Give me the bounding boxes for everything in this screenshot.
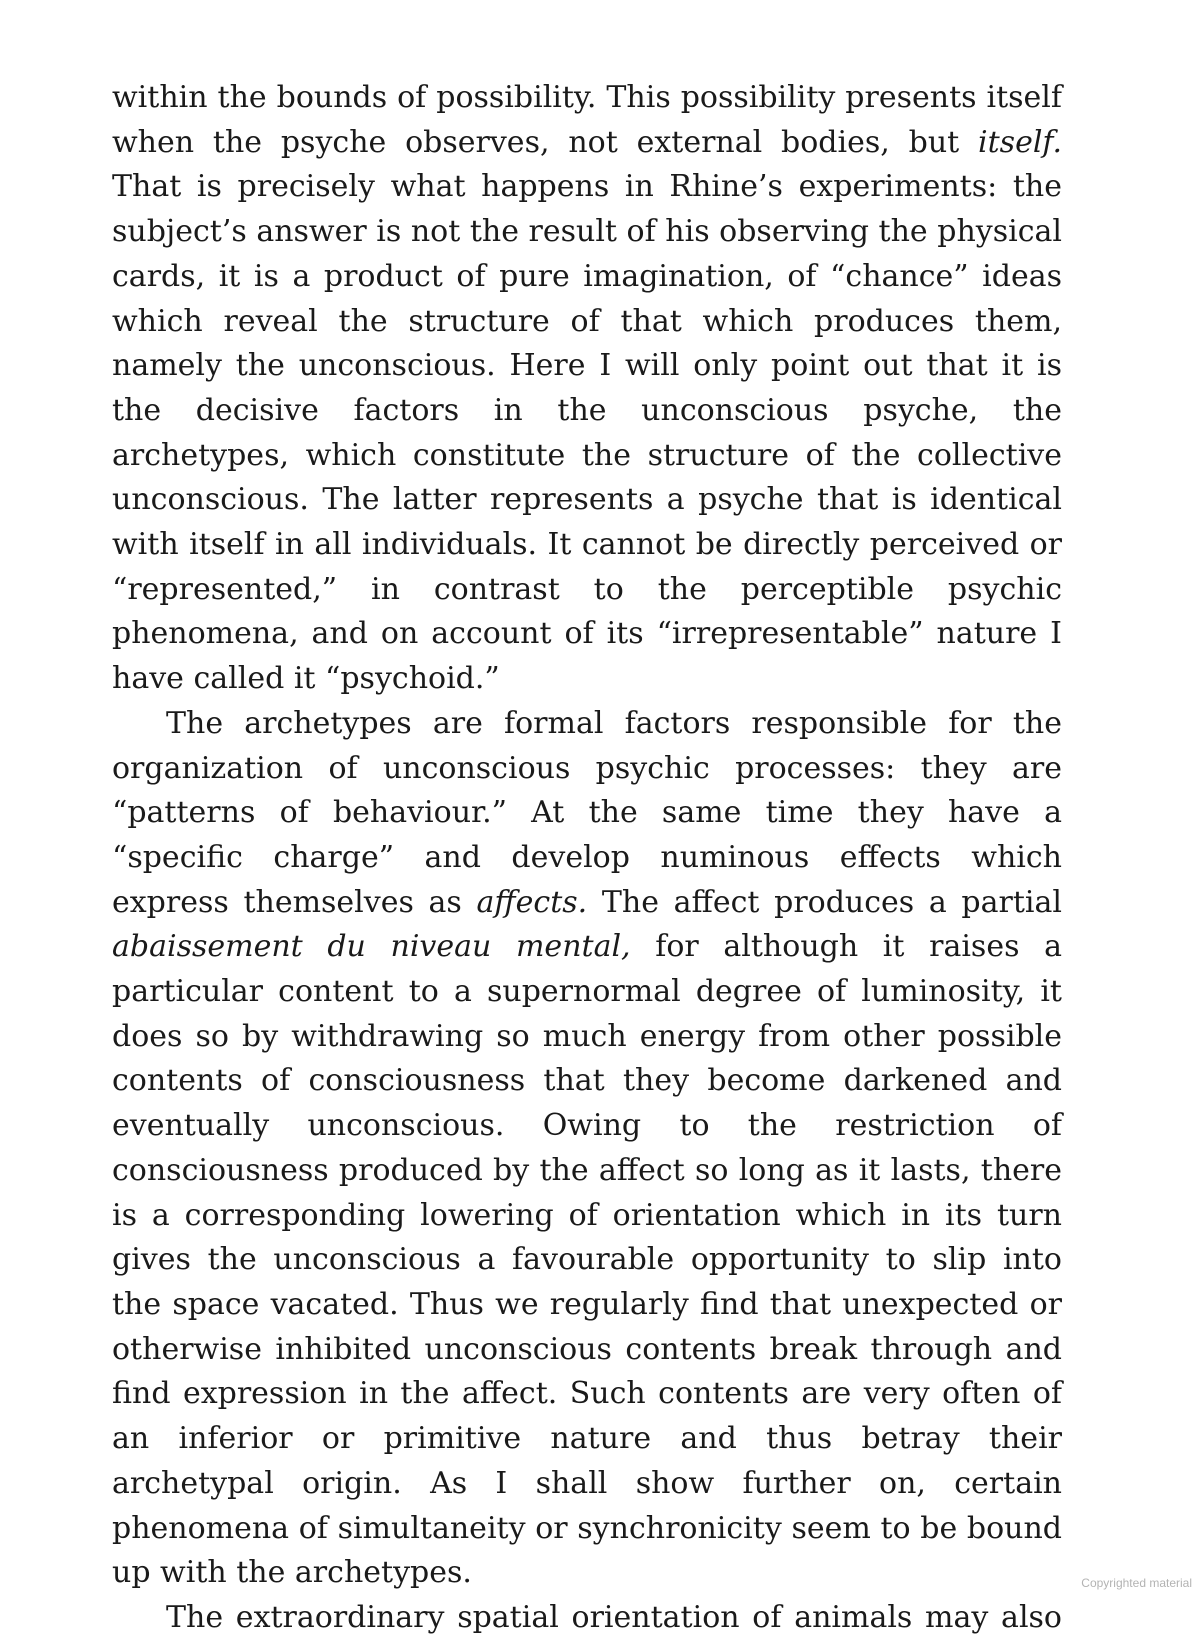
paragraph-1-text-a: within the bounds of possibility. This possibility presents itself when the psyche observes, not external bodies, but [112,80,1062,160]
paragraph-2-italic-abaissement: abaissement du niveau mental, [112,929,631,965]
paragraph-2-text-a: The archetypes are formal factors responsible for the organization of unconscious psychic processes: they are “patterns of behaviour.” At the same time they have a “specific charge” and develop numinous effects which express themselves as [112,705,1062,920]
paragraph-1 [112,76,1062,702]
copyright-watermark: Copyrighted material [1081,1576,1192,1590]
body-text [112,76,1062,1641]
paragraph-1-italic-itself: itself. [978,124,1062,160]
paragraph-3-text-a: The extraordinary spatial orientation of animals may also [166,1599,1062,1635]
paragraph-2-text-b: The affect produces a partial [587,884,1062,920]
paragraph-2-italic-affects: affects. [476,884,588,920]
paragraph-2 [112,702,1062,1596]
paragraph-3 [112,1596,1062,1641]
paragraph-1-text-b: That is precisely what happens in Rhine’s experiments: the subject’s answer is not the result of his observing the physical cards, it is a product of pure imagination, of “chance” ideas which reveal the structure of that which produces them, namely the unconscious. Here I will only point out that it is the decisive factors in the unconscious psyche, the archetypes, which constitute the structure of the collective unconscious. The latter represents a psyche that is identical with itself in all individuals. It cannot be directly perceived or “represented,” in contrast to the perceptible psychic phenomena, and on account of its “irrepresentable” nature I have called it “psychoid.” [112,169,1062,697]
paragraph-2-text-c: for although it raises a particular content to a supernormal degree of luminosity, it does so by withdrawing so much energy from other possible contents of consciousness that they become darkened and eventually unconscious. Owing to the restriction of consciousness produced by the affect so long as it lasts, there is a corresponding lowering of orientation which in its turn gives the unconscious a favourable opportunity to slip into the space vacated. Thus we regularly find that unexpected or otherwise inhibited unconscious contents break through and find expression in the affect. Such contents are very often of an inferior or primitive nature and thus betray their archetypal origin. As I shall show further on, certain phenomena of simultaneity or synchronicity seem to be bound up with the archetypes. [112,929,1063,1591]
